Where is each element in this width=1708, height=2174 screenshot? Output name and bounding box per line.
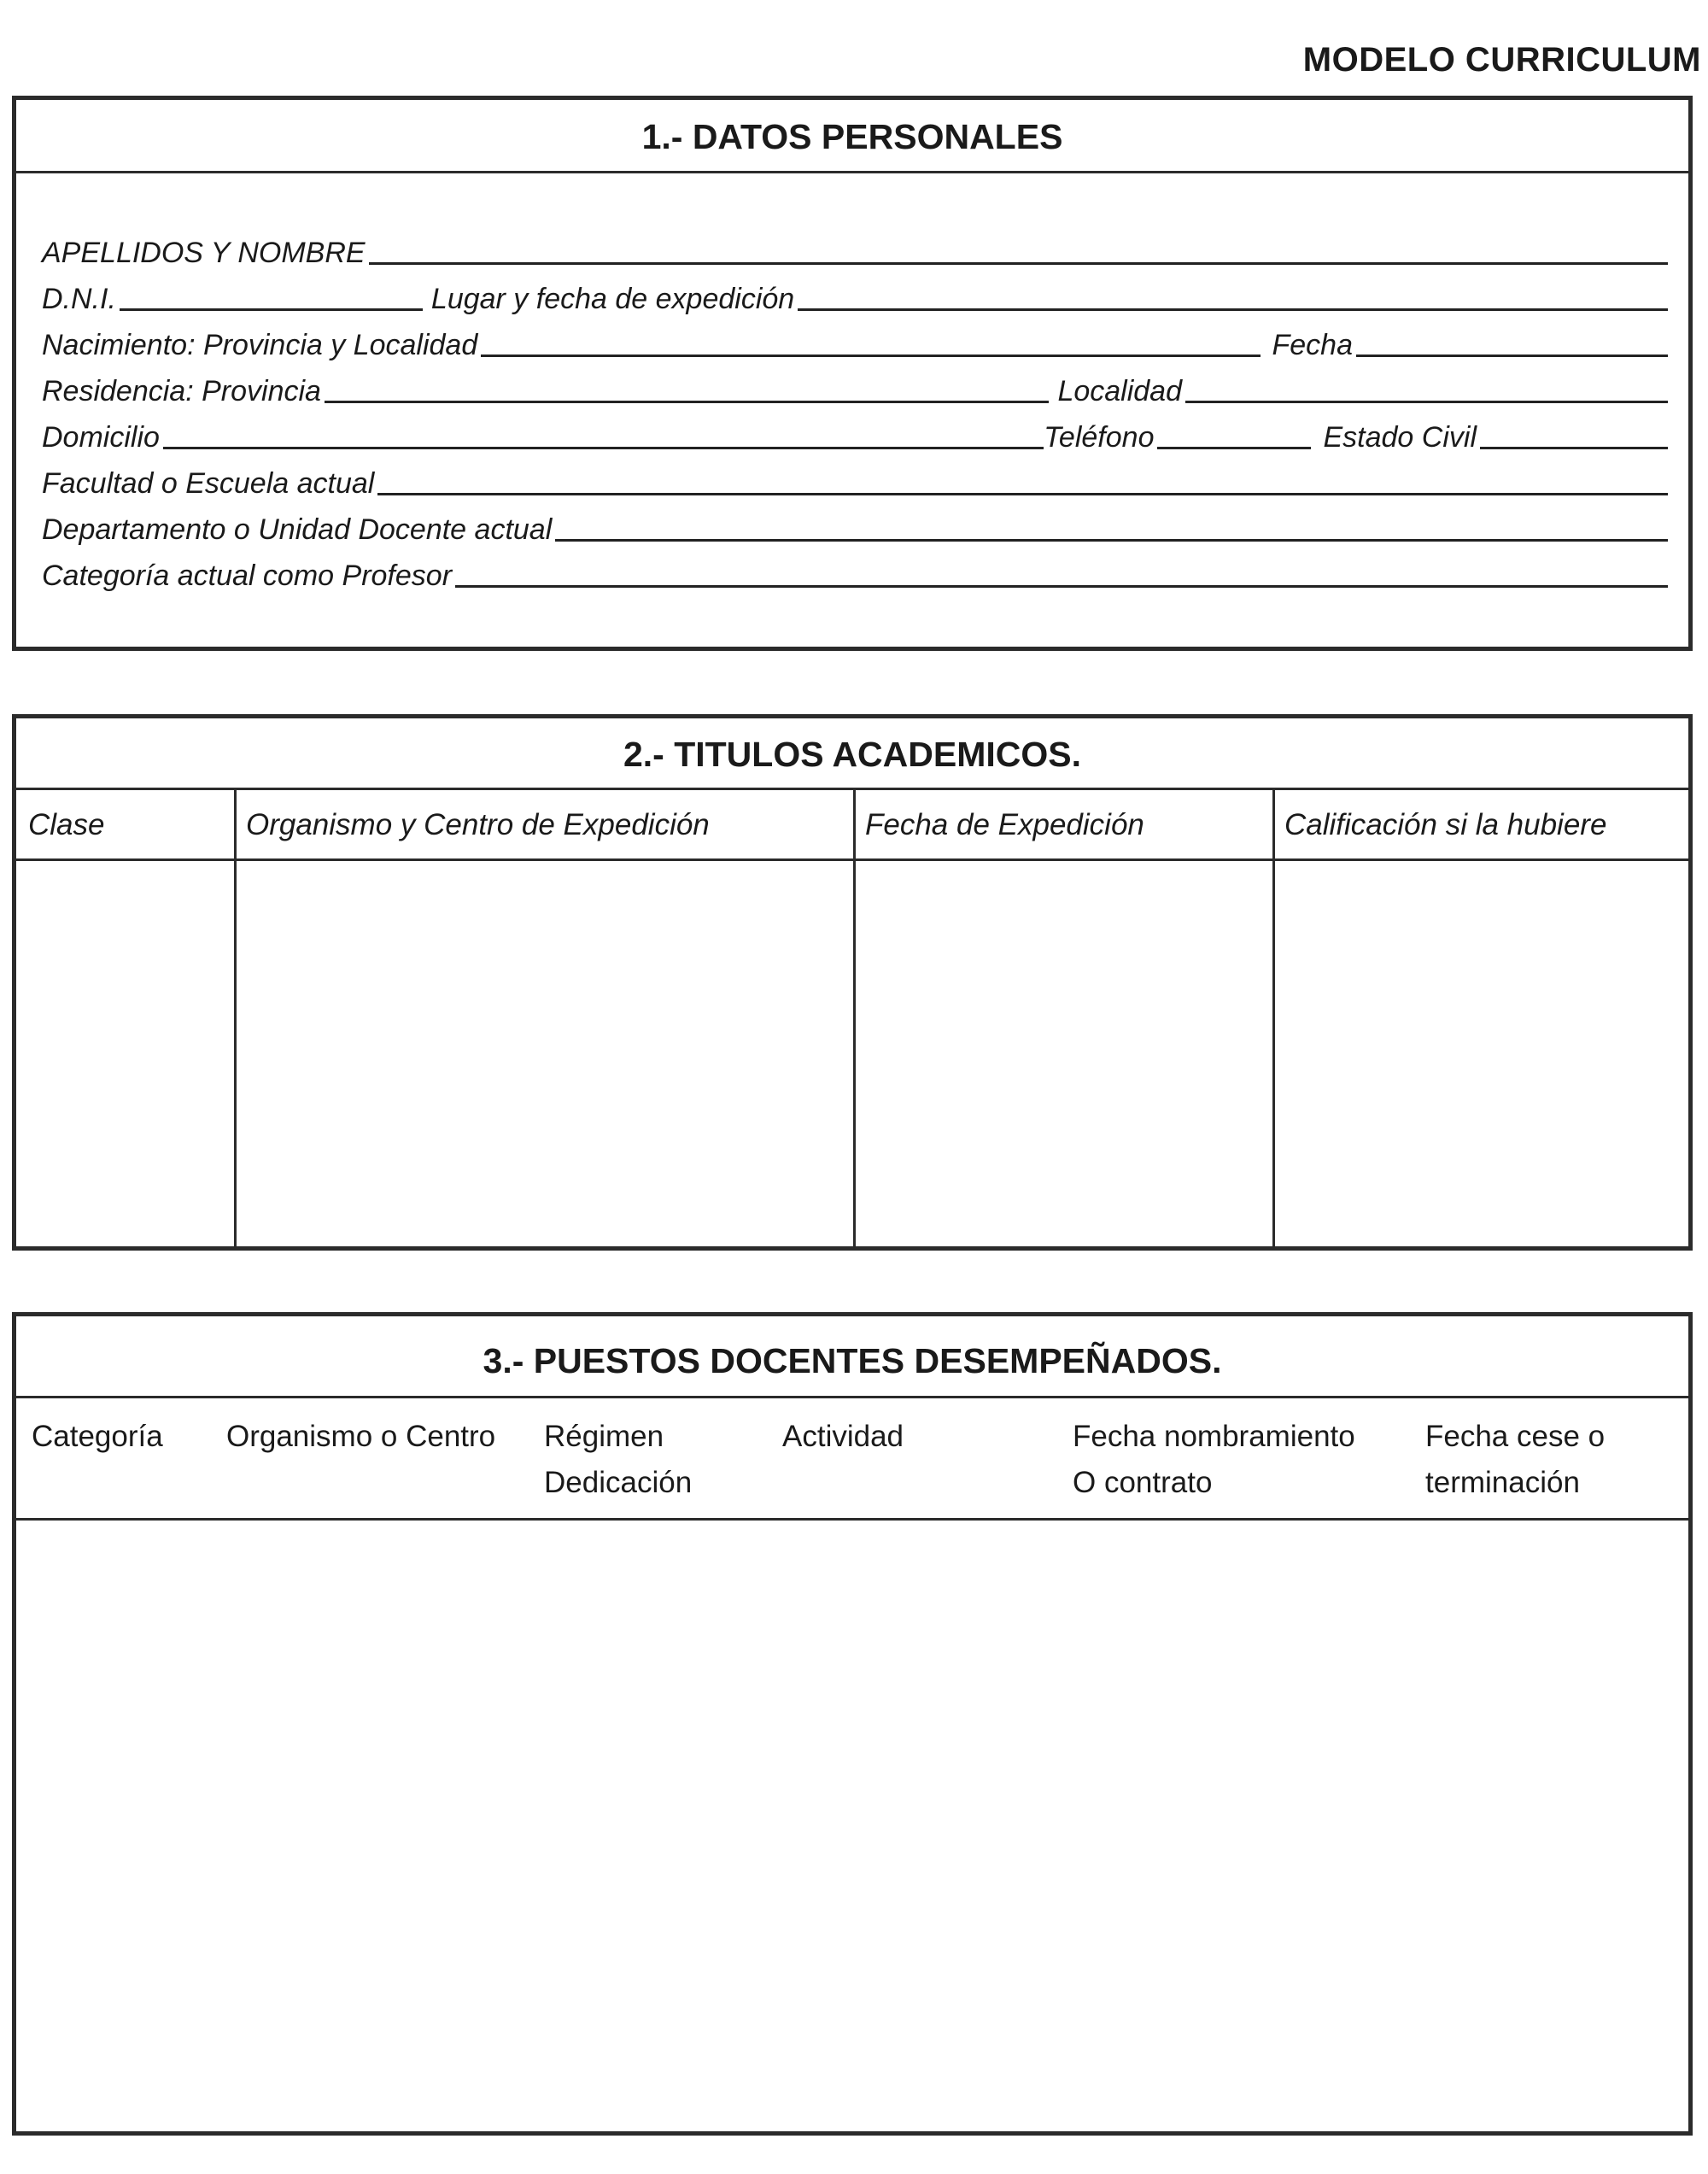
field-label: D.N.I. [42,283,116,315]
departamento-field[interactable] [555,534,1668,542]
column-header: Calificación si la hubiere [1284,808,1607,841]
domicilio-field[interactable] [163,442,1044,449]
form-row-residencia [42,362,1668,408]
column-divider [234,790,237,1246]
form-row-domicilio [42,408,1668,454]
nacimiento-field[interactable] [481,349,1260,357]
column-header: Organismo y Centro de Expedición [246,808,710,841]
field-label: Fecha [1272,329,1353,361]
localidad-field[interactable] [1185,396,1668,403]
form-row-categoria [42,547,1668,593]
field-label: Nacimiento: Provincia y Localidad [42,329,478,361]
section-puestos-docentes [12,1312,1693,2136]
dni-field[interactable] [120,303,423,311]
column-header: Fecha cese o terminación [1425,1420,1606,1499]
field-label: Domicilio [42,421,160,454]
column-header: Organismo o Centro [226,1420,496,1453]
field-label: Residencia: Provincia [42,375,321,407]
apellidos-field[interactable] [369,257,1668,265]
facultad-field[interactable] [377,488,1668,495]
lugar-fecha-field[interactable] [798,303,1668,311]
fecha-nacimiento-field[interactable] [1356,349,1668,357]
form-row-departamento [42,501,1668,547]
field-label: Estado Civil [1323,421,1477,454]
field-label: Facultad o Escuela actual [42,467,375,500]
puestos-table-header [16,1398,1688,1521]
field-label: Lugar y fecha de expedición [430,283,795,315]
section-heading: 1.- DATOS PERSONALES [16,100,1688,173]
form-row-nacimiento [42,316,1668,362]
estado-civil-field[interactable] [1480,442,1668,449]
telefono-field[interactable] [1157,442,1311,449]
categoria-field[interactable] [455,580,1668,588]
personal-data-form [42,224,1668,593]
field-label: Categoría actual como Profesor [42,560,453,592]
column-header: Clase [28,808,105,841]
field-label: APELLIDOS Y NOMBRE [42,237,366,269]
residencia-provincia-field[interactable] [325,396,1050,403]
column-header: Actividad [782,1420,904,1453]
section-heading: 3.- PUESTOS DOCENTES DESEMPEÑADOS. [16,1316,1688,1398]
form-row-dni [42,270,1668,316]
column-divider [1272,790,1275,1246]
field-label: Localidad [1057,375,1182,407]
form-row-facultad [42,454,1668,501]
section-datos-personales [12,96,1693,651]
column-header: Categoría [32,1420,163,1453]
form-row-apellidos [42,224,1668,270]
section-heading: 2.- TITULOS ACADEMICOS. [16,718,1688,790]
field-label: Teléfono [1044,421,1155,454]
column-header: Fecha nombramiento O contrato [1073,1420,1355,1499]
titulos-table [16,790,1688,1246]
document-title: MODELO CURRICULUM [1302,41,1701,79]
field-label: Departamento o Unidad Docente actual [42,513,553,546]
column-header: Régimen Dedicación [544,1420,693,1499]
column-divider [853,790,856,1246]
section-titulos-academicos [12,714,1693,1251]
column-header: Fecha de Expedición [865,808,1144,841]
header-divider [16,858,1688,861]
